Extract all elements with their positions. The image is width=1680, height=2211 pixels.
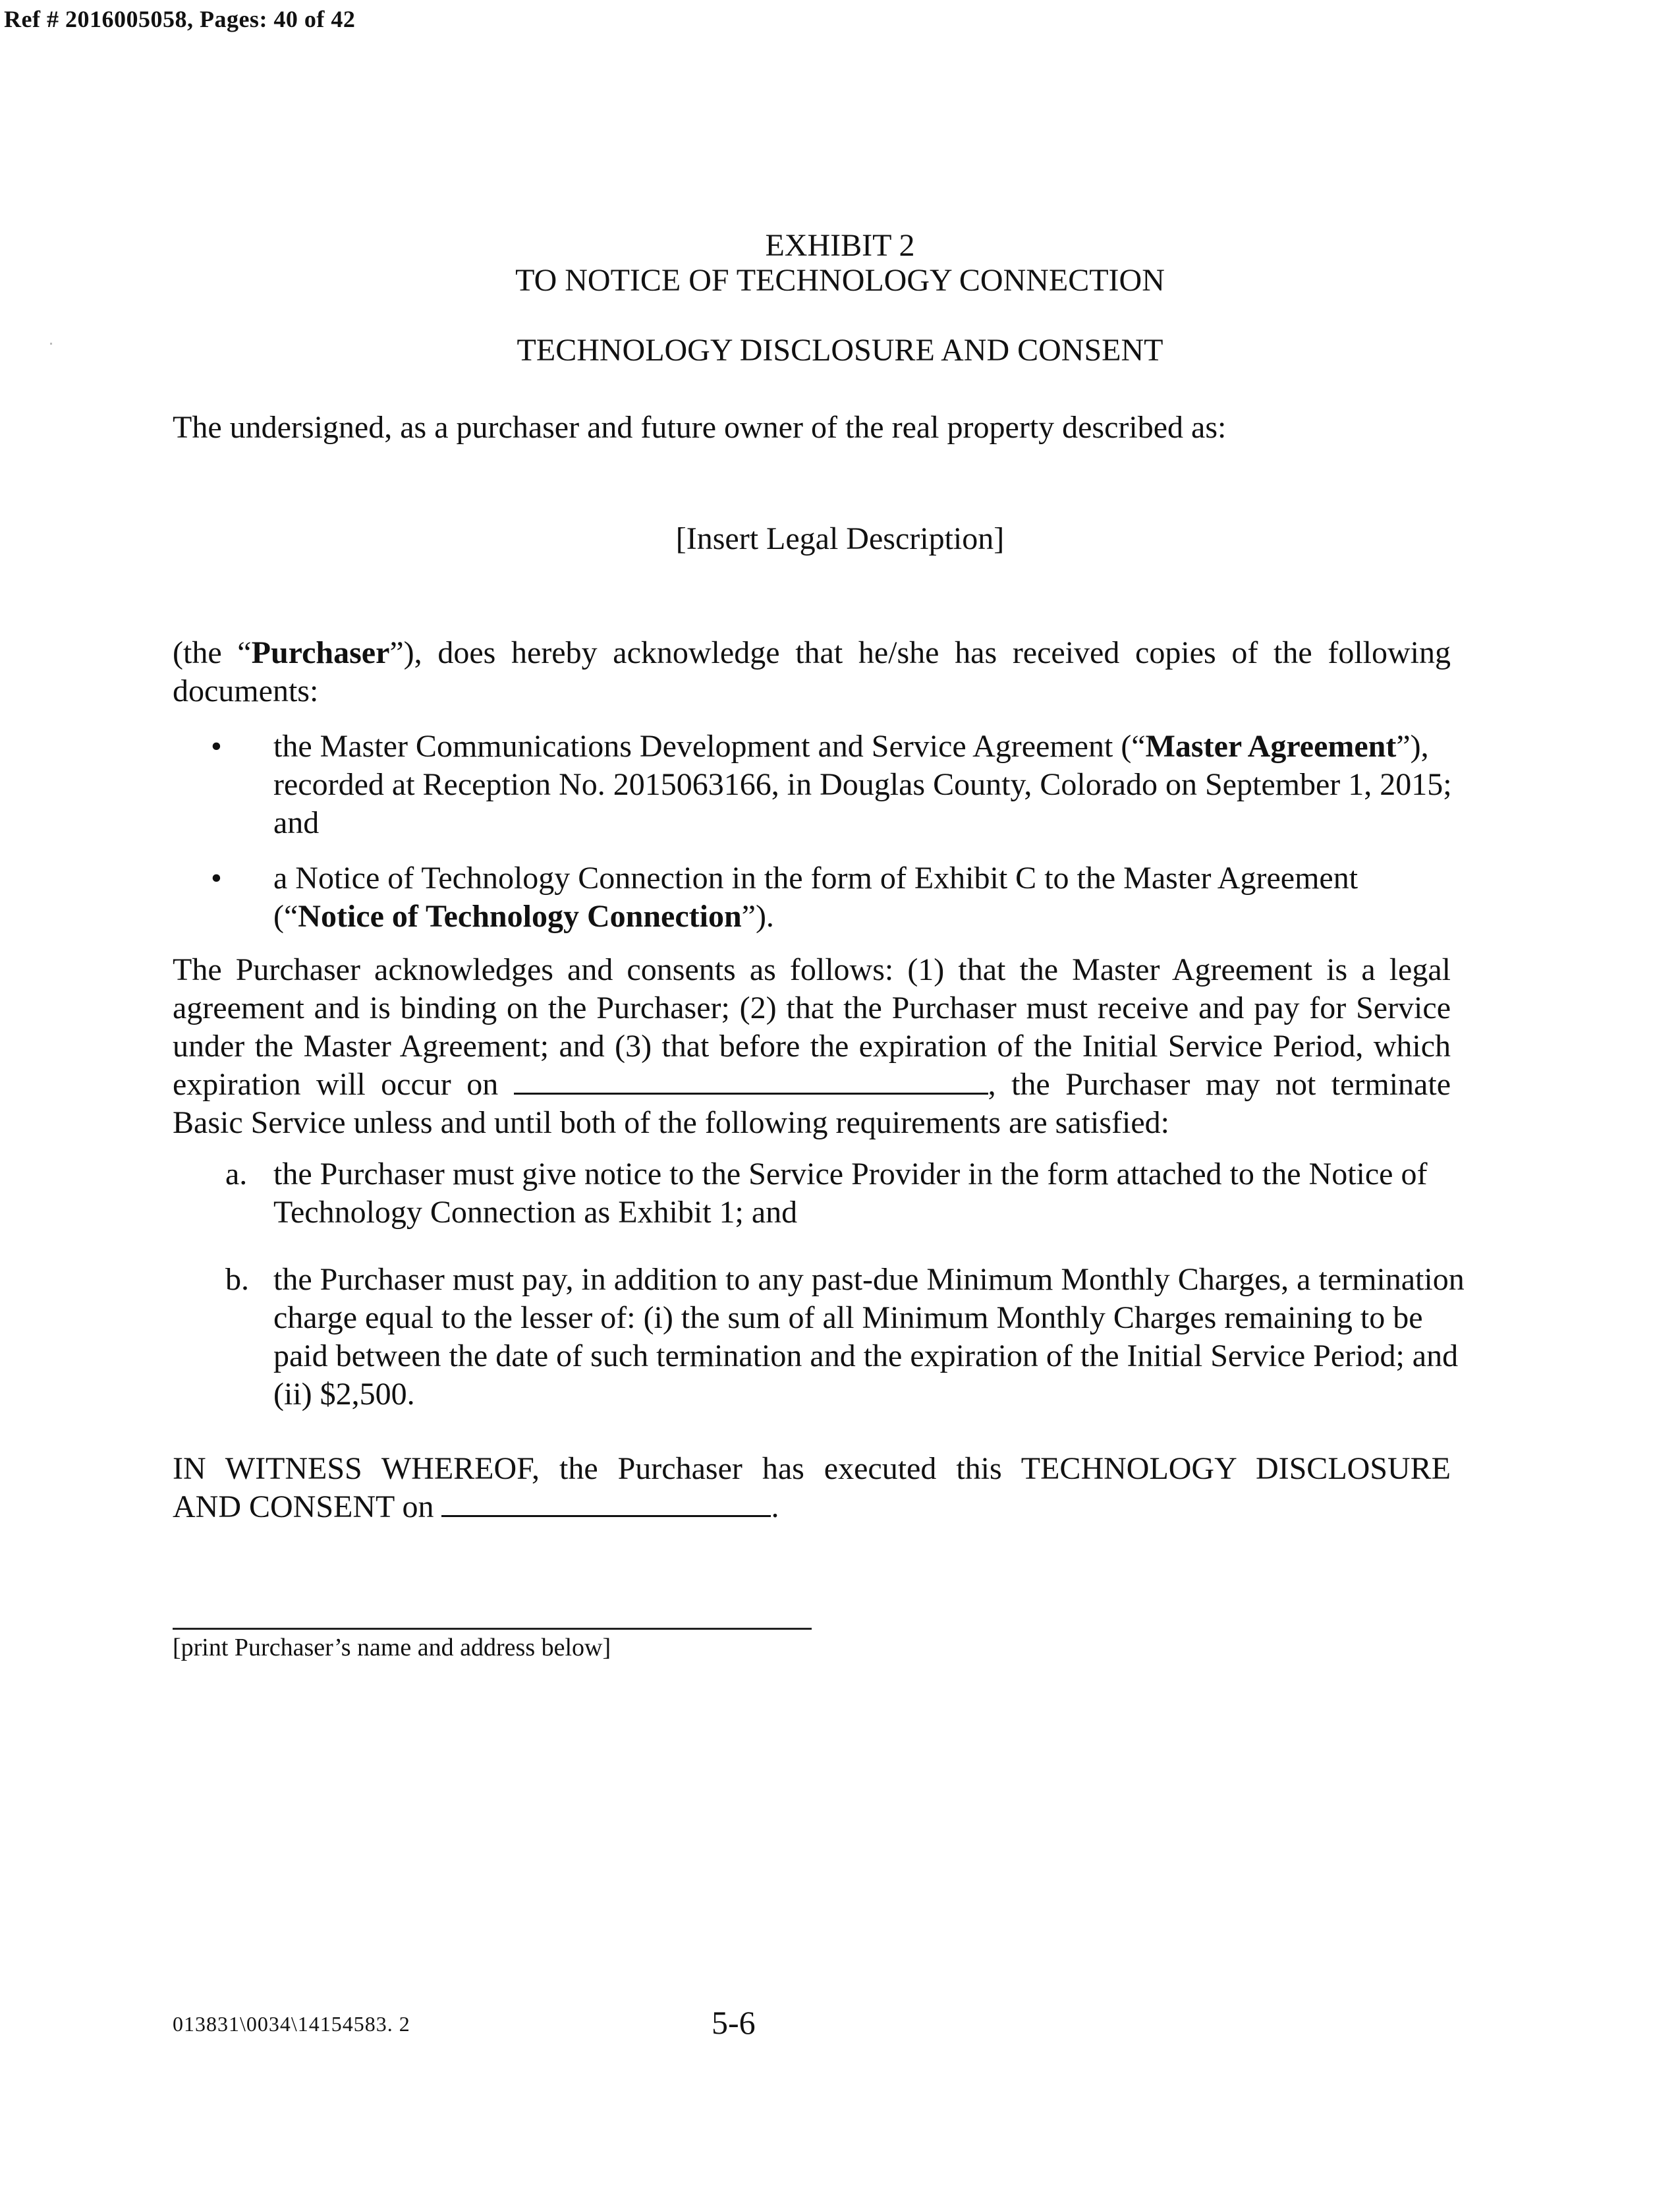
intro-paragraph: The undersigned, as a purchaser and future owner of the real property described as: (173, 410, 1227, 445)
witness-line-2 (173, 1488, 1451, 1526)
document-heading: TECHNOLOGY DISCLOSURE AND CONSENT (517, 333, 1163, 368)
list-marker: b. (225, 1262, 249, 1297)
bullet-text (273, 859, 1472, 936)
expiration-date-blank[interactable] (514, 1066, 988, 1095)
witness-line-1: IN WITNESS WHEREOF, the Purchaser has executed this TECHNOLOGY DISCLOSURE (173, 1451, 1451, 1486)
consent-paragraph (173, 951, 1451, 1142)
document-id: 013831\0034\14154583. 2 (173, 2012, 410, 2036)
bullet-icon: • (211, 729, 222, 764)
master-agreement-term: Master Agreement (1145, 729, 1397, 764)
signature-caption: [print Purchaser’s name and address below] (173, 1634, 611, 1661)
list-marker: a. (225, 1157, 248, 1192)
consent-text-part1: The Purchaser acknowledges and consents as follows: (1) that the Master Agreement is a legal agreement and is binding on the Purchaser; (2) that the Purchaser must receive and pay for Service under the Master Agreement; and (3) that before the expiration of the Initial Service Period, which expiration will occur on (173, 952, 1451, 1102)
requirement-text: the Purchaser must pay, in addition to any past-due Minimum Monthly Charges, a termination charge equal to the lesser of: (i) the sum of all Minimum Monthly Charges remaining to be paid between the date of such termination and the expiration of the Initial Service Period; and (ii) $2,500. (273, 1262, 1465, 1412)
exhibit-subtitle: TO NOTICE OF TECHNOLOGY CONNECTION (515, 263, 1165, 298)
bullet-text (273, 728, 1472, 842)
notice-term: Notice of Technology Connection (298, 899, 742, 934)
purchaser-defined-term: Purchaser (251, 635, 390, 670)
bullet-icon: • (211, 861, 222, 896)
legal-description-placeholder: [Insert Legal Description] (675, 521, 1005, 556)
signature-line[interactable] (173, 1628, 812, 1630)
witness-prefix: AND CONSENT on (173, 1489, 434, 1524)
exhibit-title: EXHIBIT 2 (765, 228, 915, 263)
consent-text-part2: , the Purchaser may not terminate Basic Service unless and until both of the following requirements are satisfied: (173, 1067, 1451, 1140)
page-number: 5-6 (712, 2004, 756, 2041)
purchaser-paragraph (173, 634, 1451, 710)
bullet-text-part: the Master Communications Development and Service Agreement (“ (273, 729, 1146, 764)
requirement-text: the Purchaser must give notice to the Service Provider in the form attached to the Notice of Technology Connection as Exhibit 1; and (273, 1157, 1428, 1230)
document-reference: Ref # 2016005058, Pages: 40 of 42 (4, 6, 356, 32)
purchaser-suffix: ”), does hereby acknowledge that he/she has received copies of the following documents: (173, 635, 1451, 708)
bullet-text-part: a Notice of Technology Connection in the form of Exhibit C to the Master Agreement (“ (273, 861, 1358, 934)
witness-suffix: . (771, 1489, 779, 1524)
purchaser-prefix: (the “ (173, 635, 252, 670)
execution-date-blank[interactable] (441, 1489, 771, 1517)
bullet-text-part: ”), recorded at Reception No. 2015063166, in Douglas County, Colorado on September 1, 2015; and (273, 729, 1452, 840)
bullet-text-part: ”). (741, 899, 774, 934)
